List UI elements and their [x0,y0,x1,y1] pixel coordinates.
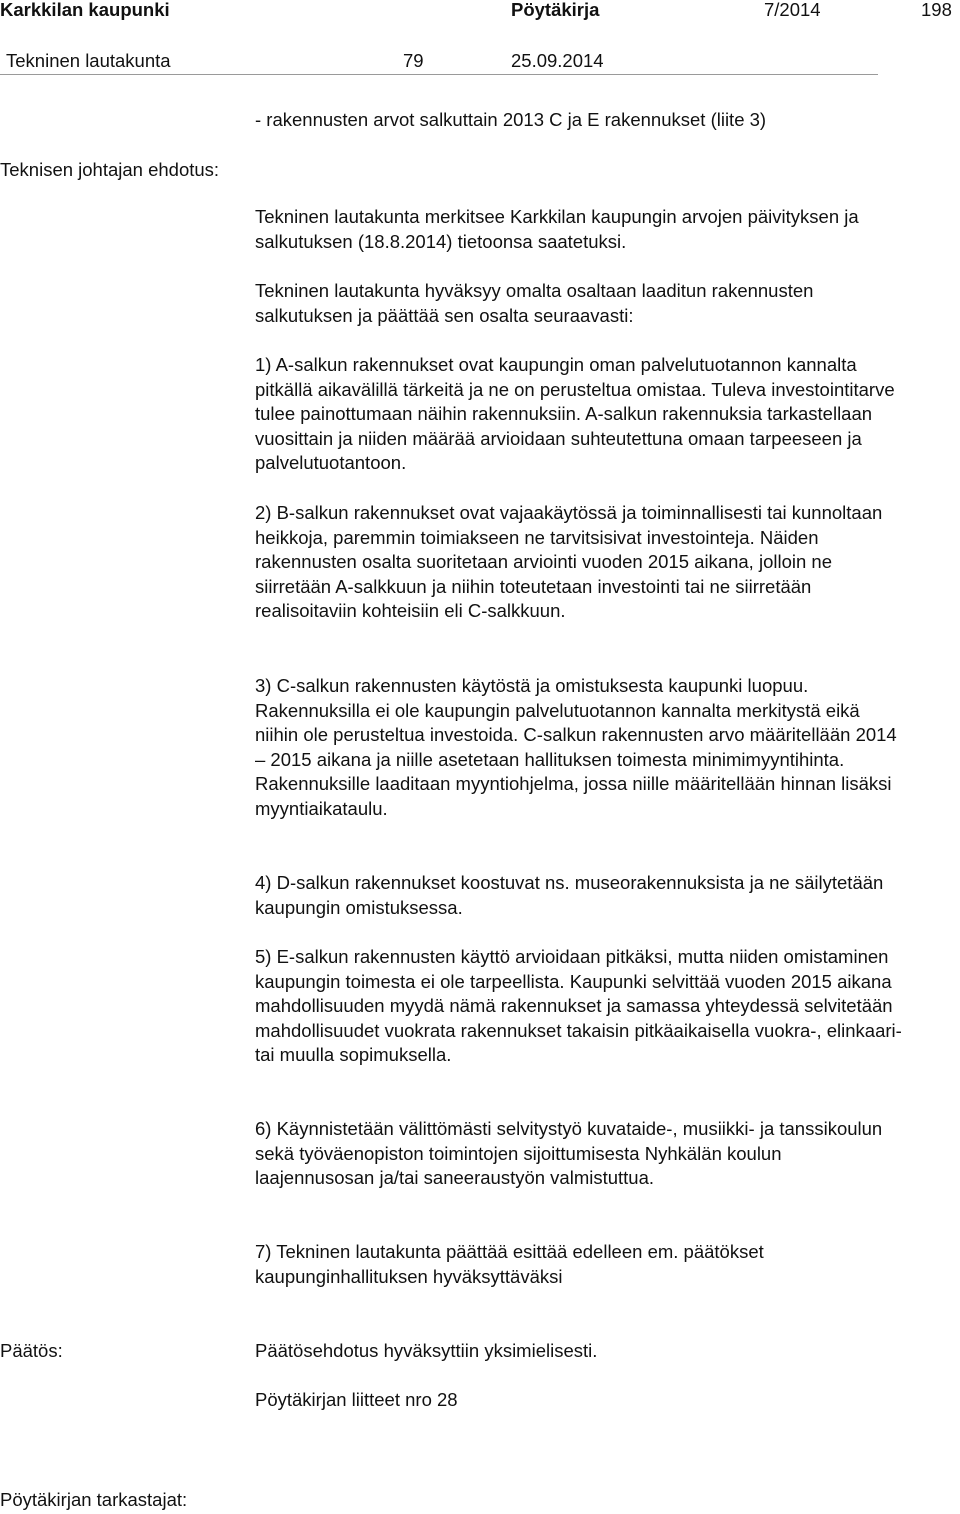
document-type: Pöytäkirja [511,0,600,20]
section-number: 79 [403,50,424,71]
meeting-date: 25.09.2014 [511,50,604,71]
attachment-note: - rakennusten arvot salkuttain 2013 C ja E rakennukset (liite 3) [255,109,767,130]
attachments-note: Pöytäkirjan liitteet nro 28 [255,1389,458,1410]
proposal-item-6: 6) Käynnistetään välittömästi selvitystyö kuvataide-, musiikki- ja tanssikoulun sekä työväenopiston toimintojen sijoittumisesta Nyhkälän koulun laajennusosan ja/tai saneeraustyön valmistuttua. [255,1118,883,1188]
proposal-label: Teknisen johtajan ehdotus: [0,159,220,180]
header-divider [0,74,878,75]
proposal-item-7: 7) Tekninen lautakunta päättää esittää edelleen em. päätökset kaupunginhallituksen hyväksyttäväksi [255,1241,764,1287]
proposal-paragraph: Tekninen lautakunta hyväksyy omalta osaltaan laaditun rakennusten salkutuksen ja päättää sen osalta seuraavasti: [255,280,814,326]
municipality-name: Karkkilan kaupunki [0,0,170,20]
committee-name: Tekninen lautakunta [6,50,171,71]
reviewers-label: Pöytäkirjan tarkastajat: [0,1489,188,1510]
page-number: 198 [921,0,952,20]
proposal-item-2: 2) B-salkun rakennukset ovat vajaakäytössä ja toiminnallisesti tai kunnoltaan heikkoja, paremmin toimiakseen ne tarvitsisivat investointeja. Näiden rakennusten osalta suoritetaan arviointi vuoden 2015 aikana, jolloin ne siirretään A-salkkuun ja niihin toteutetaan investointi tai ne siirretään realisoitaviin kohteisiin eli C-salkkuun. [255,502,883,621]
decision-label: Päätös: [0,1340,63,1361]
proposal-paragraph: Tekninen lautakunta merkitsee Karkkilan kaupungin arvojen päivityksen ja salkutuksen (18.8.2014) tietoonsa saatetuksi. [255,206,859,252]
decision-text: Päätösehdotus hyväksyttiin yksimielisesti. [255,1340,598,1361]
document-number: 7/2014 [764,0,821,20]
proposal-item-5: 5) E-salkun rakennusten käyttö arvioidaan pitkäksi, mutta niiden omistaminen kaupungin toimesta ei ole tarpeellista. Kaupunki selvittää vuoden 2015 aikana mahdollisuuden myydä nämä rakennukset ja samassa yhteydessä selvitetään mahdollisuudet vuokrata rakennukset takaisin pitkäaikaisella vuokra-, elinkaari-tai muulla sopimuksella. [255,946,902,1065]
proposal-item-3: 3) C-salkun rakennusten käytöstä ja omistuksesta kaupunki luopuu. Rakennuksilla ei ole kaupungin palvelutuotannon kannalta merkitystä eikä niihin ole perusteltua investoida. C-salkun rakennusten arvo määritellään 2014 – 2015 aikana ja niille asetetaan hallituksen toimesta minimimyyntihinta. Rakennuksille laaditaan myyntiohjelma, jossa niille määritellään hinnan lisäksi myyntiaikataulu. [255,675,897,819]
proposal-item-1: 1) A-salkun rakennukset ovat kaupungin oman palvelutuotannon kannalta pitkällä aikavälillä tärkeitä ja ne on perusteltua omistaa. Tuleva investointitarve tulee painottumaan näihin rakennuksiin. A-salkun rakennuksia tarkastellaan vuosittain ja niiden määrää arvioidaan suhteutettuna omaan tarpeeseen ja palvelutuotantoon. [255,354,895,473]
proposal-item-4: 4) D-salkun rakennukset koostuvat ns. museorakennuksista ja ne säilytetään kaupungin omistuksessa. [255,872,884,918]
